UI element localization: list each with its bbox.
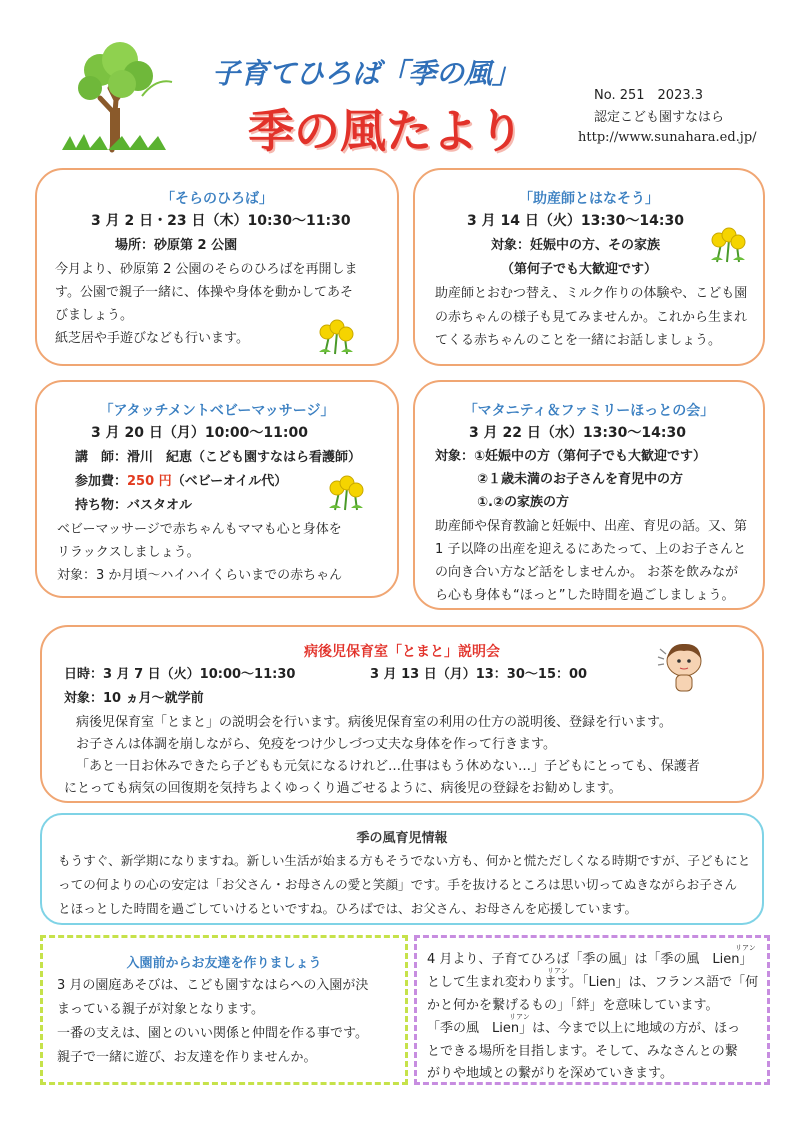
friends-body-2: まっている親子が対象となります。 — [57, 1002, 264, 1017]
flower-icon — [315, 318, 357, 356]
sora-place: 場所：砂原第 2 公園 — [115, 238, 238, 253]
maternity-target: 対象：①妊娠中の方（第何子でも大歓迎です） — [435, 449, 707, 464]
info-body-2: っての何よりの心の安定は「お父さん・お母さんの愛と笑顔」です。手を抜けるところは思い切ってぬきながらお子さん — [58, 877, 738, 892]
tomato-body-1: 病後児保育室「とまと」の説明会を行います。病後児保育室の利用の仕方の説明後、登録を行います。 — [76, 715, 672, 730]
massage-items: 持ち物：バスタオル — [75, 498, 193, 513]
massage-fee — [75, 474, 287, 490]
maternity-body-2: 1 子以降の出産を迎えるにあたって、上のお子さんと — [435, 542, 747, 557]
josan-date: 3 月 14 日（火）13:30～14:30 — [467, 213, 684, 229]
josan-body-3: てくる赤ちゃんのことを一緒にお話しましょう。 — [435, 333, 722, 348]
info-body-3: とほっとした時間を過ごしていけるといですね。ひろばでは、お父さん、お母さんを応援しています。 — [58, 901, 638, 916]
tomato-target: 対象：10 ヵ月～就学前 — [64, 691, 204, 706]
friends-body-1: 3 月の園庭あそびは、こども園すなはらへの入園が決 — [57, 978, 369, 993]
lien-ruby-3: リアン — [509, 1013, 530, 1021]
tomato-panel — [40, 625, 764, 803]
tomato-body-2: お子さんは体調を崩しながら、免疫をつけ少しづつ丈夫な身体を作って行きます。 — [76, 737, 556, 752]
maternity-date: 3 月 22 日（水）13:30～14:30 — [469, 425, 686, 441]
maternity-target-2: ②１歳未満のお子さんを育児中の方 — [477, 472, 684, 487]
josan-panel — [413, 168, 765, 366]
friends-body-3: 一番の支えは、園とのいい関係と仲間を作る事です。 — [57, 1026, 368, 1041]
org-name: 認定こども園すなはら — [594, 110, 725, 125]
info-panel — [40, 813, 764, 925]
sora-title: 「そらのひろば」 — [161, 191, 273, 207]
tomato-body-4: にとっても病気の回復期を気持ちよくゆっくり過ごせるように、病後児の登録をお勧めします。 — [64, 781, 622, 796]
massage-lecturer: 講 師：滑川 紀恵（こども園すなはら看護師） — [75, 450, 362, 465]
maternity-panel — [413, 380, 765, 610]
massage-fee-note: （ベビーオイル代） — [171, 474, 288, 489]
issue-number: No. 251 2023.3 — [594, 88, 704, 103]
lien-body-2: として生まれ変わります。「Lien」は、フランス語で「何 — [427, 975, 759, 990]
maternity-body-4: ら心も身体も“ほっと”した時間を過ごしましょう。 — [435, 588, 735, 603]
massage-body-2: リラックスしましょう。 — [57, 545, 200, 560]
lien-ruby-2: リアン — [547, 967, 568, 975]
tomato-body-3: 「あと一日お休みできたら子どもも元気になるけれど…仕事はもう休めない…」子どもにとっても、保護者 — [76, 759, 700, 774]
maternity-body-1: 助産師や保育教諭と妊娠中、出産、育児の話。又、第 — [435, 519, 748, 534]
maternity-title: 「マタニティ＆ファミリーほっとの会」 — [463, 403, 715, 419]
friends-panel — [40, 935, 408, 1085]
flower-icon — [707, 226, 749, 264]
lien-panel — [414, 935, 770, 1085]
info-title: 季の風育児情報 — [356, 831, 448, 846]
sora-panel — [35, 168, 399, 366]
tomato-date-1: 日時：3 月 7 日（火）10:00～11:30 — [64, 667, 296, 682]
lien-body-5: とできる場所を目指します。そして、みなさんとの繋 — [427, 1044, 738, 1059]
maternity-target-3: ①.②の家族の方 — [477, 495, 569, 510]
josan-title: 「助産師とはなそう」 — [519, 191, 659, 207]
josan-body-1: 助産師とおむつ替え、ミルク作りの体験や、こども園 — [435, 286, 748, 301]
info-body-1: もうすぐ、新学期になりますね。新しい生活が始まる方もそうでない方も、何かと慌ただしくなる時期ですが、子どもにと — [58, 853, 751, 868]
header-subtitle: 子育てひろば「季の風」 — [212, 57, 521, 90]
massage-fee-label: 参加費： — [75, 474, 128, 489]
massage-body-3: 対象：3 か月頃～ハイハイくらいまでの赤ちゃん — [57, 568, 343, 583]
tomato-title: 病後児保育室「とまと」説明会 — [304, 644, 500, 660]
massage-panel — [35, 380, 399, 598]
sora-body-4: 紙芝居や手遊びなども行います。 — [55, 331, 249, 346]
massage-body-1: ベビーマッサージで赤ちゃんもママも心と身体を — [57, 522, 342, 537]
sora-date: 3 月 2 日・23 日（木）10:30～11:30 — [91, 213, 351, 229]
massage-date: 3 月 20 日（月）10:00～11:00 — [91, 425, 308, 441]
flower-icon — [325, 474, 367, 512]
josan-body-2: の赤ちゃんの様子も見てみませんか。これから生まれ — [435, 310, 748, 325]
lien-ruby-1: リアン — [735, 944, 756, 952]
header-title: 季の風たより — [248, 104, 524, 158]
site-url[interactable]: http://www.sunahara.ed.jp/ — [578, 130, 757, 145]
lien-body-4: 「季の風 Lien」は、今まで以上に地域の方が、ほっ — [427, 1021, 741, 1036]
tomato-date-2: 3 月 13 日（月）13：30～15：00 — [370, 667, 588, 682]
sora-body-1: 今月より、砂原第 2 公園のそらのひろばを再開しま — [55, 262, 358, 277]
massage-title: 「アタッチメントベビーマッサージ」 — [99, 403, 335, 419]
maternity-body-3: の向き合い方など話をしませんか。 お茶を飲みなが — [435, 565, 739, 580]
lien-body-6: がりや地域との繋がりを深めていきます。 — [427, 1066, 673, 1081]
lien-body-1: 4 月より、子育てひろば「季の風」は「季の風 Lien」 — [427, 952, 753, 967]
lien-body-3: かと何かを繋げるもの」「絆」を意味しています。 — [427, 998, 719, 1013]
josan-target-2: （第何子でも大歓迎です） — [501, 262, 658, 277]
tree-icon — [60, 38, 180, 153]
friends-body-4: 親子で一緒に遊び、お友達を作りませんか。 — [57, 1050, 317, 1065]
josan-target: 対象：妊娠中の方、その家族 — [491, 238, 661, 253]
sora-body-2: す。公園で親子一緒に、体操や身体を動かしてあそ — [55, 285, 353, 300]
child-icon — [654, 639, 710, 695]
friends-title: 入園前からお友達を作りましょう — [126, 956, 322, 971]
massage-fee-value: 250 円 — [127, 474, 172, 489]
sora-body-3: びましょう。 — [55, 308, 134, 323]
